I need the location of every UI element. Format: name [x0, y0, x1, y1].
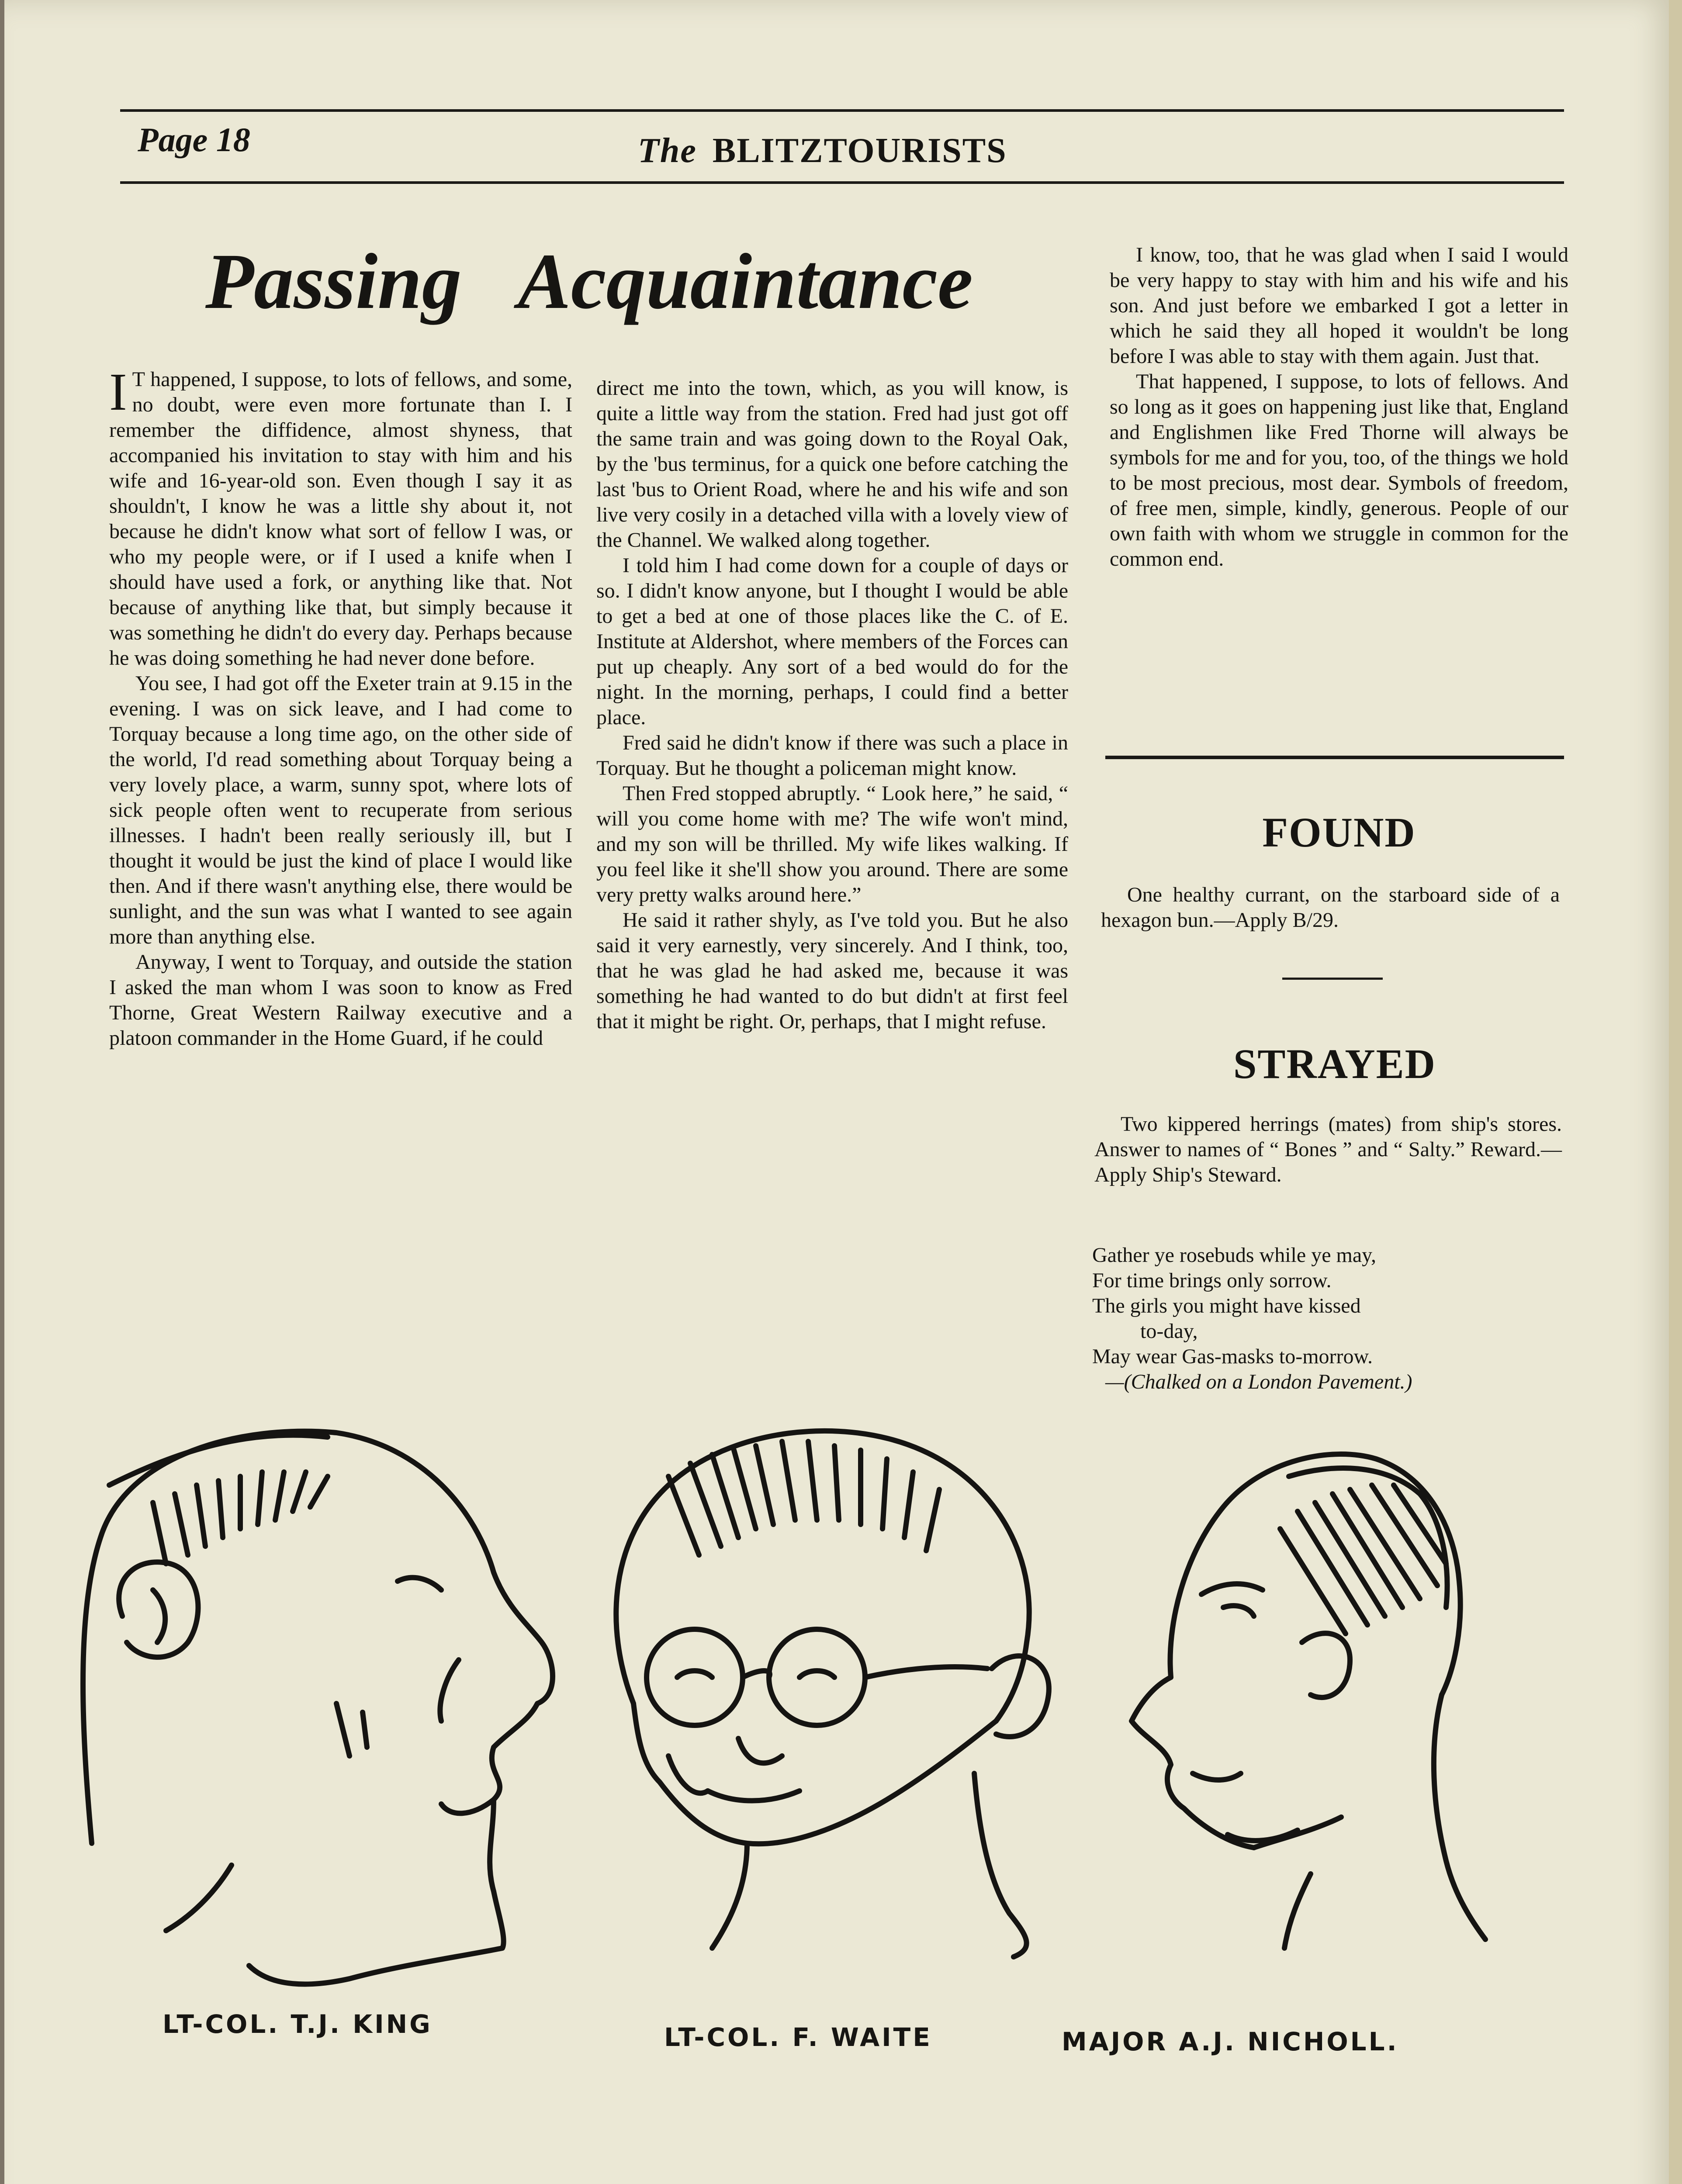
- article-paragraph: [109, 363, 572, 671]
- article-paragraph: You see, I had got off the Exeter train at 9.15 in the evening. I was on sick leave, and I had come to Torquay because a long time ago, on the other side of the world, I'd read something about Torquay being a very lovely place, a warm, sunny spot, where lots of sick people often went to recuperate from serious illnesses. I hadn't been really seriously ill, but I thought it would be just the kind of place I would like then. And if there wasn't anything else, there would be sunlight, and the sun was what I wanted to see again more than anything else.: [109, 672, 572, 948]
- strayed-text: Two kippered herrings (mates) from ship's stores. Answer to names of “ Bones ” and “ Salty.” Reward.— Apply Ship's Steward.: [1094, 1113, 1562, 1186]
- running-title: [638, 131, 1007, 171]
- poem: [1092, 1243, 1568, 1395]
- strayed-heading: STRAYED: [1233, 1040, 1436, 1087]
- page-edge: [1669, 0, 1682, 2184]
- paragraph-text: T happened, I suppose, to lots of fellows, and some, no doubt, were even more fortunate than I. I remember the diffidence, almost shyness, that accompanied his invitation to stay with him and his wife and 16-year-old son. Even though I say it as shouldn't, I know he was a little shy about it, not because he didn't know what sort of fellow I was, or who my people were, or if I used a knife when I should have used a fork, or anything like that. Not because of anything like that, but simply because it was something he didn't do every day. Perhaps because he was doing something he had never done before.: [109, 368, 572, 670]
- article-paragraph: That happened, I suppose, to lots of fellows. And so long as it goes on happening just like that, England and Englishmen like Fred Thorne will always be symbols for me and for you, too, of the things we hold to be most precious, most dear. Symbols of freedom, of free men, simple, kindly, generous. People of our own faith with whom we struggle in common for the common end.: [1110, 370, 1568, 570]
- article-paragraph: Then Fred stopped abruptly. “ Look here,” he said, “ will you come home with me? The wife won't mind, and my son will be thrilled. My wife likes walking. If you feel like it she'll show you around. There are some very pretty walks around here.”: [596, 782, 1068, 906]
- header-top-rule: [120, 109, 1564, 112]
- caption-nicholl: MAJOR A.J. NICHOLL.: [1062, 2027, 1399, 2056]
- article-paragraph: I know, too, that he was glad when I said I would be very happy to stay with him and his wife and his son. And just before we embarked I got a letter in which he said they all hoped it wouldn't be long before I was able to stay with them again. Just that.: [1110, 243, 1568, 368]
- found-heading: FOUND: [1262, 809, 1416, 856]
- portrait-king: [83, 1431, 553, 1984]
- poem-line: For time brings only sorrow.: [1092, 1269, 1332, 1292]
- portrait-waite: [616, 1431, 1049, 1957]
- section-divider: [1105, 756, 1564, 759]
- article-paragraph: Fred said he didn't know if there was such a place in Torquay. But he thought a policeman might know.: [596, 731, 1068, 780]
- caption-waite: LT-COL. F. WAITE: [664, 2022, 932, 2052]
- poem-line: Gather ye rosebuds while ye may,: [1092, 1244, 1377, 1267]
- portrait-sketches: [66, 1398, 1551, 2009]
- poem-line: May wear Gas-masks to-morrow.: [1092, 1345, 1373, 1368]
- portrait-nicholl: [1132, 1454, 1485, 1948]
- poem-line: to-day,: [1140, 1320, 1198, 1343]
- article-column-2: [596, 376, 1068, 1034]
- poem-line: The girls you might have kissed: [1092, 1294, 1361, 1317]
- article-column-1: [109, 363, 572, 1051]
- article-paragraph: I told him I had come down for a couple of days or so. I didn't know anyone, but I thought I would be able to get a bed at one of those places like the C. of E. Institute at Aldershot, where members of the Forces can put up cheaply. Any sort of a bed would do for the night. In the morning, perhaps, I could find a better place.: [596, 554, 1068, 729]
- found-text: One healthy currant, on the starboard side of a hexagon bun.—Apply B/29.: [1101, 883, 1560, 932]
- article-paragraph: Anyway, I went to Torquay, and outside the station I asked the man whom I was soon to know as Fred Thorne, Great Western Railway executive and a platoon commander in the Home Guard, if he could: [109, 950, 572, 1050]
- page-number: Page 18: [138, 121, 250, 159]
- running-title-name: BLITZTOURISTS: [712, 131, 1007, 170]
- short-divider: [1282, 978, 1383, 980]
- drop-cap: I: [109, 363, 127, 422]
- article-column-3: [1110, 242, 1568, 572]
- strayed-notice: [1094, 1112, 1562, 1188]
- header-bottom-rule: [120, 181, 1564, 184]
- poem-attribution: —(Chalked on a London Pavement.): [1105, 1370, 1412, 1393]
- article-paragraph: direct me into the town, which, as you will know, is quite a little way from the station. Fred had just got off the same train and was going down to the Royal Oak, by the 'bus terminus, for a quick one before catching the last 'bus to Orient Road, where he and his wife and son live very cosily in a detached villa with a lovely view of the Channel. We walked along together.: [596, 377, 1068, 552]
- article-paragraph: He said it rather shyly, as I've told you. But he also said it very earnestly, very sincerely. And I think, too, that he was glad he had asked me, because it was something he had wanted to do but didn't at first feel that it might be right. Or, perhaps, that I might refuse.: [596, 909, 1068, 1033]
- found-notice: [1101, 882, 1560, 933]
- running-title-the: The: [638, 131, 697, 170]
- caption-king: LT-COL. T.J. KING: [163, 2009, 433, 2039]
- article-title: Passing Acquaintance: [205, 238, 973, 325]
